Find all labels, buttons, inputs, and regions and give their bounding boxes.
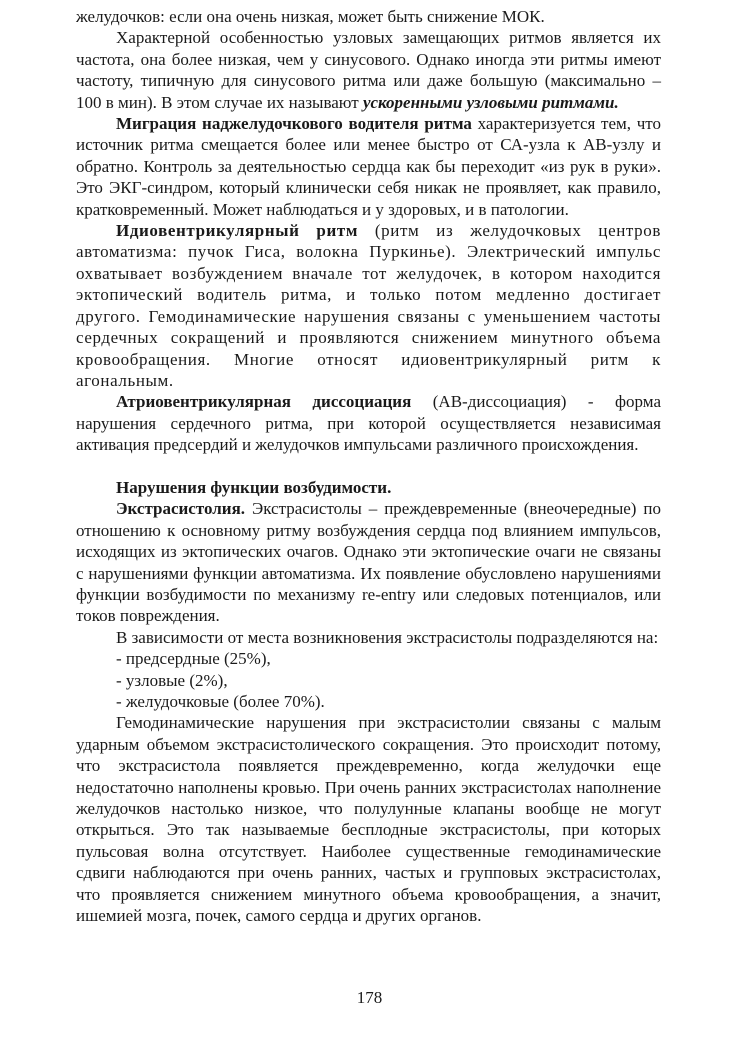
list-item [76, 670, 661, 691]
page-number: 178 [356, 988, 383, 1007]
term-heading: Экстрасистолия. [116, 499, 246, 519]
term-heading: Атриовентрикулярная диссоциация [116, 392, 412, 412]
paragraph-text: В зависимости от места возникновения экстрасистолы подразделяются на: [116, 627, 659, 647]
paragraph-extrasystole [76, 498, 661, 626]
paragraph-text: Гемодинамические нарушения при экстрасистолии связаны с малым ударным объемом экстрасистолического сокращения. Это происходит потому, что экстрасистола появляется преждевременно, когда желудочки еще недостаточно наполнены кровью. При очень ранних экстрасистолах наполнение желудочков настолько низкое, что полулунные клапаны вообще не могут открыться. Это так называемые бесплодные экстрасистолы, при которых пульсовая волна отсутствует. Наиболее существенные гемодинамические сдвиги наблюдаются при очень ранних, частых и групповых экстрасистолах, что проявляется снижением минутного объема кровообращения, а значит, ишемией мозга, почек, самого сердца и других органов. [76, 713, 661, 926]
paragraph-idioventricular [76, 220, 661, 391]
page-body [76, 6, 661, 926]
paragraph-text: характеризуется тем, что источник ритма смещается более или менее быстро от СА-узла к АВ-узлу и обратно. Контроль за деятельностью сердца как бы переходит «из рук в руки». Это ЭКГ-синдром, который клинически себя никак не проявляет, как правило, кратковременный. Может наблюдаться и у здоровых, и в патологии. [76, 114, 661, 219]
paragraph-av-dissociation [76, 391, 661, 455]
paragraph-nodal-rhythms [76, 27, 661, 113]
paragraph-hemodynamics [76, 712, 661, 926]
list-item-text: - узловые (2%), [116, 670, 228, 690]
paragraph-text: (АВ-диссоциация) - форма нарушения сердечного ритма, при которой осуществляется независимая активация предсердий и желудочков импульсами различного происхождения. [76, 392, 661, 455]
section-heading-text: Нарушения функции возбудимости. [116, 477, 392, 497]
list-item-text: - предсердные (25%), [116, 649, 271, 669]
term-heading: Миграция наджелудочкового водителя ритма [116, 114, 472, 134]
list-item-text: - желудочковые (более 70%). [116, 691, 325, 711]
paragraph-classification [76, 627, 661, 648]
paragraph-text: Характерной особенностью узловых замещающих ритмов является их частота, она более низкая, чем у синусового. Однако иногда эти ритмы имеют частоту, типичную для синусового ритма или даже большую (максимально – 100 в мин). В этом случае их называют [76, 28, 661, 112]
emphasized-term: ускоренными узловыми ритмами. [362, 92, 619, 112]
paragraph-text: (ритм из желудочковых центров автоматизма: пучок Гиса, волокна Пуркинье). Электрический импульс охватывает возбуждением вначале тот желудочек, в котором находится эктопический водитель ритма, и только потом медленно достигает другого. Гемодинамические нарушения связаны с уменьшением частоты сердечных сокращений и проявляются снижением минутного объема кровообращения. Многие относят идиовентрикулярный ритм к агональным. [76, 221, 661, 390]
paragraph-migration [76, 113, 661, 220]
paragraph-text: желудочков: если она очень низкая, может быть снижение МОК. [76, 7, 545, 26]
section-heading [76, 477, 661, 498]
blank-line [76, 456, 661, 477]
list-item [76, 691, 661, 712]
list-item [76, 648, 661, 669]
paragraph-continuation [76, 6, 661, 27]
term-heading: Идиовентрикулярный ритм [116, 221, 358, 241]
paragraph-text: Экстрасистолы – преждевременные (внеочередные) по отношению к основному ритму возбуждения сердца под влиянием импульсов, исходящих из эктопических очагов. Однако эти эктопические очаги не связаны с нарушениями функции автоматизма. Их появление обусловлено нарушениями функции возбудимости по механизму re-entry или следовых потенциалов, или токов повреждения. [76, 499, 661, 626]
